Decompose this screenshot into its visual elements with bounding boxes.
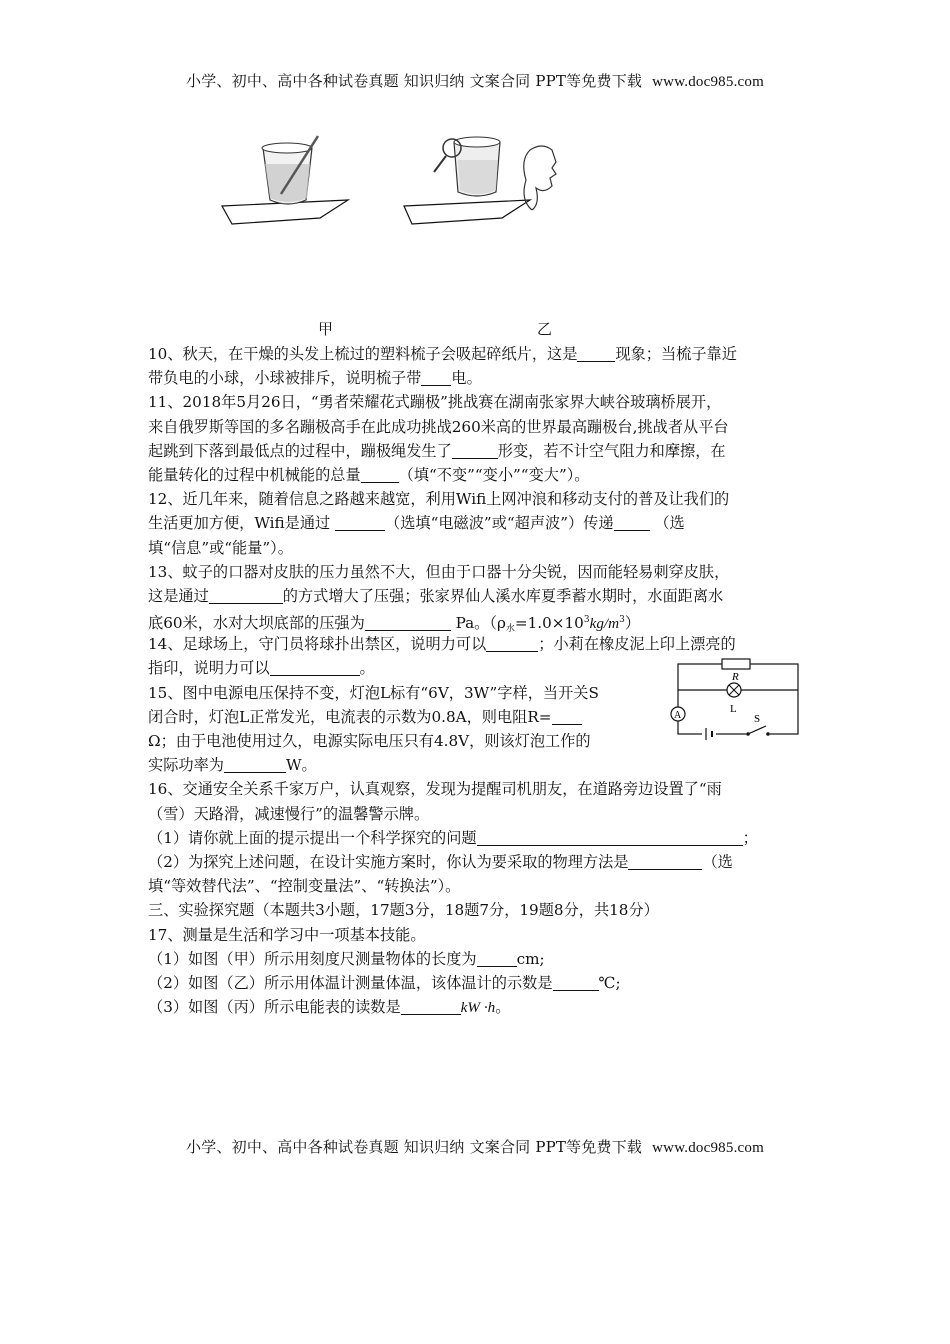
q16-text-3a: （1）请你就上面的提示提出一个科学探究的问题 [148, 828, 477, 847]
q13-line-2 [148, 584, 808, 608]
caption-jia: 甲 [318, 320, 334, 338]
q15-blank-2 [224, 756, 286, 773]
q12-text-2a: 生活更加方便，Wifi是通过 [148, 514, 336, 533]
page-header [0, 70, 950, 91]
beaker-magnifier-face-illustration [404, 137, 556, 224]
q12-line-2 [148, 511, 808, 535]
q13-text-3a: 底60米，水对大坝底部的压强为 [148, 614, 365, 633]
caption-yi: 乙 [537, 320, 553, 338]
q13-exponent: 3 [583, 615, 590, 626]
q16-blank-2 [628, 853, 702, 870]
q10-text-4: 电。 [451, 369, 482, 388]
q17-text-2a: （1）如图（甲）所示用刻度尺测量物体的长度为 [148, 949, 477, 968]
q15-text-2a: 闭合时，灯泡L正常发光，电流表的示数为0.8A，则电阻R= [148, 707, 552, 726]
q16-blank-1 [477, 829, 743, 846]
circuit-diagram [666, 652, 806, 748]
q17-blank-3 [401, 998, 461, 1015]
q11-blank-2 [361, 466, 399, 483]
q11-line-4 [148, 463, 808, 487]
q17-blank-2 [553, 974, 599, 991]
q16-text-4a: （2）为探究上述问题，在设计实施方案时，你认为要采取的物理方法是 [148, 852, 629, 871]
q10-blank-1 [577, 345, 615, 362]
q14-text-2b: 。 [359, 659, 375, 678]
q13-text-2a: 这是通过 [148, 586, 209, 605]
q13-unit-exponent: 3 [619, 615, 625, 626]
q12-text-2c: （选 [649, 514, 685, 533]
circuit-svg [666, 652, 806, 748]
page-footer [0, 1136, 950, 1157]
q15-line-4 [148, 753, 648, 777]
q11-text-4b: （填“不变”“变小”“变大”）。 [398, 465, 590, 484]
q15-text-4a: 实际功率为 [148, 756, 224, 775]
q14-blank-2 [270, 659, 360, 676]
q10-blank-2 [421, 369, 451, 386]
q12-text-2b: （选填“电磁波”或“超声波”）传递 [385, 514, 614, 533]
q14-text-1b: ；小莉在橡皮泥上印上漂亮的 [538, 635, 736, 654]
q13-text-2b: 的方式增大了压强；张家界仙人溪水库夏季蓄水期时，水面距离水 [282, 586, 724, 605]
q10-line-2 [148, 366, 808, 390]
q16-line-3 [148, 826, 808, 850]
header-text: 小学、初中、高中各种试卷真题 知识归纳 文案合同 PPT等免费下载 [186, 72, 643, 90]
q14-text-1a: 14、足球场上，守门员将球扑出禁区，说明力可以 [148, 635, 487, 654]
q17-unit: kW ·h [460, 999, 496, 1017]
q11-text-4a: 能量转化的过程中机械能的总量 [148, 465, 361, 484]
question-12: 12、近几年来，随着信息之路越来越宽，利用Wifi上网冲浪和移动支付的普及让我们的 [148, 490, 730, 509]
q10-text-3: 带负电的小球，小球被排斥，说明梳子带 [148, 369, 422, 388]
figure-area [0, 120, 950, 340]
q11-blank-1 [452, 442, 498, 459]
q11-text-3a: 起跳到下落到最低点的过程中，蹦极绳发生了 [148, 441, 452, 460]
q16-line-4 [148, 850, 808, 874]
question-16: 16、交通安全关系千家万户，认真观察，发现为提醒司机朋友，在道路旁边设置了“雨 [148, 780, 722, 799]
q17-text-3b: ℃; [598, 973, 621, 992]
q17-text-4c: 。 [495, 998, 511, 1017]
switch-label: S [754, 713, 761, 725]
q11-text-3b: 形变，若不计空气阻力和摩擦，在 [497, 441, 726, 460]
question-11: 11、2018年5月26日，“勇者荣耀花式蹦极”挑战赛在湖南张家界大峡谷玻璃桥展开， [148, 393, 722, 412]
ammeter-label: A [674, 710, 682, 721]
q16-line-2: （雪）天路滑，减速慢行”的温馨警示牌。 [148, 804, 430, 823]
q15-line-2 [148, 705, 648, 729]
glass-with-straw-illustration [222, 136, 348, 224]
q12-blank-1 [335, 514, 385, 531]
q17-blank-1 [477, 950, 517, 967]
q13-blank-2 [365, 614, 451, 631]
resistor-symbol [722, 659, 750, 669]
section-3-heading: 三、实验探究题（本题共3小题，17题3分，18题7分，19题8分，共18分） [148, 901, 659, 920]
footer-url: www.doc985.com [652, 1140, 764, 1156]
q12-line-3: 填“信息”或“能量”）。 [148, 538, 293, 557]
q17-text-2b: cm; [516, 949, 545, 968]
q13-unit: kg/m [589, 615, 620, 633]
footer-text: 小学、初中、高中各种试卷真题 知识归纳 文案合同 PPT等免费下载 [186, 1138, 643, 1156]
q16-line-5: 填“等效替代法”、“控制变量法”、“转换法”）。 [148, 877, 461, 896]
question-10 [148, 342, 808, 366]
resistor-label: R [732, 671, 739, 683]
header-url: www.doc985.com [652, 74, 764, 90]
q17-text-3a: （2）如图（乙）所示用体温计测量体温，该体温计的示数是 [148, 973, 553, 992]
q13-blank-1 [209, 587, 283, 604]
q15-blank-1 [552, 708, 582, 725]
q16-text-3b: ； [742, 828, 758, 847]
q15-text-4b: W。 [285, 756, 317, 775]
q17-text-4a: （3）如图（丙）所示电能表的读数是 [148, 998, 401, 1017]
question-15: 15、图中电源电压保持不变，灯泡L标有“6V，3W”字样，当开关S [148, 683, 599, 702]
q10-text-2: 现象；当梳子靠近 [615, 345, 737, 363]
q11-line-3 [148, 439, 808, 463]
q17-line-4 [148, 995, 808, 1019]
experiment-illustration [0, 120, 950, 340]
q16-text-4b: （选 [702, 852, 733, 871]
q15-line-3: Ω；由于电池使用过久，电源实际电压只有4.8V，则该灯泡工作的 [148, 732, 591, 750]
q13-rho-subscript: 水 [505, 624, 515, 635]
q17-line-3 [148, 971, 808, 995]
question-13: 13、蚊子的口器对皮肤的压力虽然不大，但由于口器十分尖锐，因而能轻易刺穿皮肤， [148, 562, 730, 581]
q14-text-2a: 指印，说明力可以 [148, 659, 270, 678]
q17-line-2 [148, 947, 808, 971]
q11-line-2: 来自俄罗斯等国的多名蹦极高手在此成功挑战260米高的世界最高蹦极台,挑战者从平台 [148, 417, 729, 436]
q13-text-3b: Pa。（ρ [450, 614, 506, 633]
q13-line-3 [148, 608, 808, 635]
lamp-label: L [730, 703, 737, 715]
q13-text-3c: =1.0×10 [514, 614, 584, 633]
q12-blank-2 [614, 514, 650, 531]
q14-blank-1 [486, 635, 538, 652]
q10-text-1: 10、秋天，在干燥的头发上梳过的塑料梳子会吸起碎纸片，这是 [148, 345, 578, 363]
q13-text-3d: ） [624, 614, 641, 633]
question-17: 17、测量是生活和学习中一项基本技能。 [148, 925, 426, 944]
